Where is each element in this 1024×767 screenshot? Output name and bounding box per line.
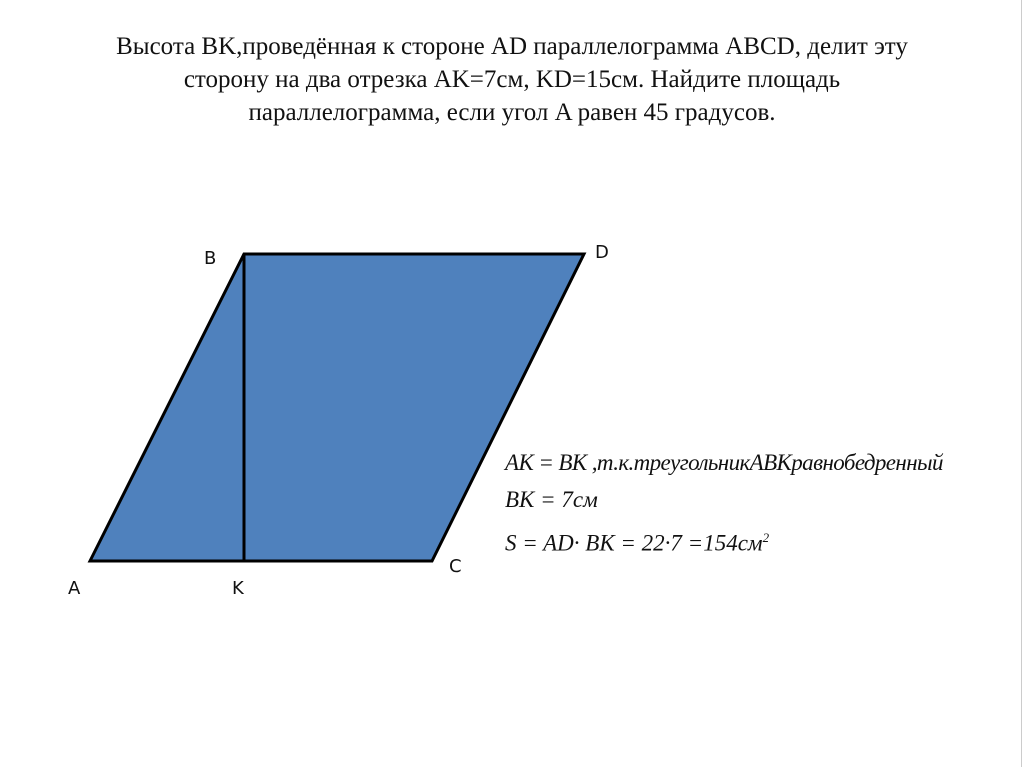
label-b: B [204,248,217,269]
solution-line-2: BK = 7см [505,487,598,512]
slide-edge [1021,0,1022,767]
label-c: C [449,556,462,577]
title-line-2: сторону на два отрезка AK=7см, KD=15см. Найдите площадь [183,66,841,93]
area-formula: S = AD· BK = 22·7 =154см [505,530,763,556]
parallelogram-abcd [90,254,584,561]
superscript-2: 2 [762,530,770,545]
label-d: D [595,242,609,263]
solution-line-3 [505,530,769,557]
title-line-1: Высота BK,проведённая к стороне AD параллелограмма ABCD, делит эту [116,33,908,60]
solution-line-1: AK = BK ,т.к.треугольникABKравнобедренный [505,450,943,475]
label-k: K [232,578,244,599]
title-line-3: параллелограмма, если угол A равен 45 градусов. [248,99,776,126]
label-a: A [68,578,81,599]
